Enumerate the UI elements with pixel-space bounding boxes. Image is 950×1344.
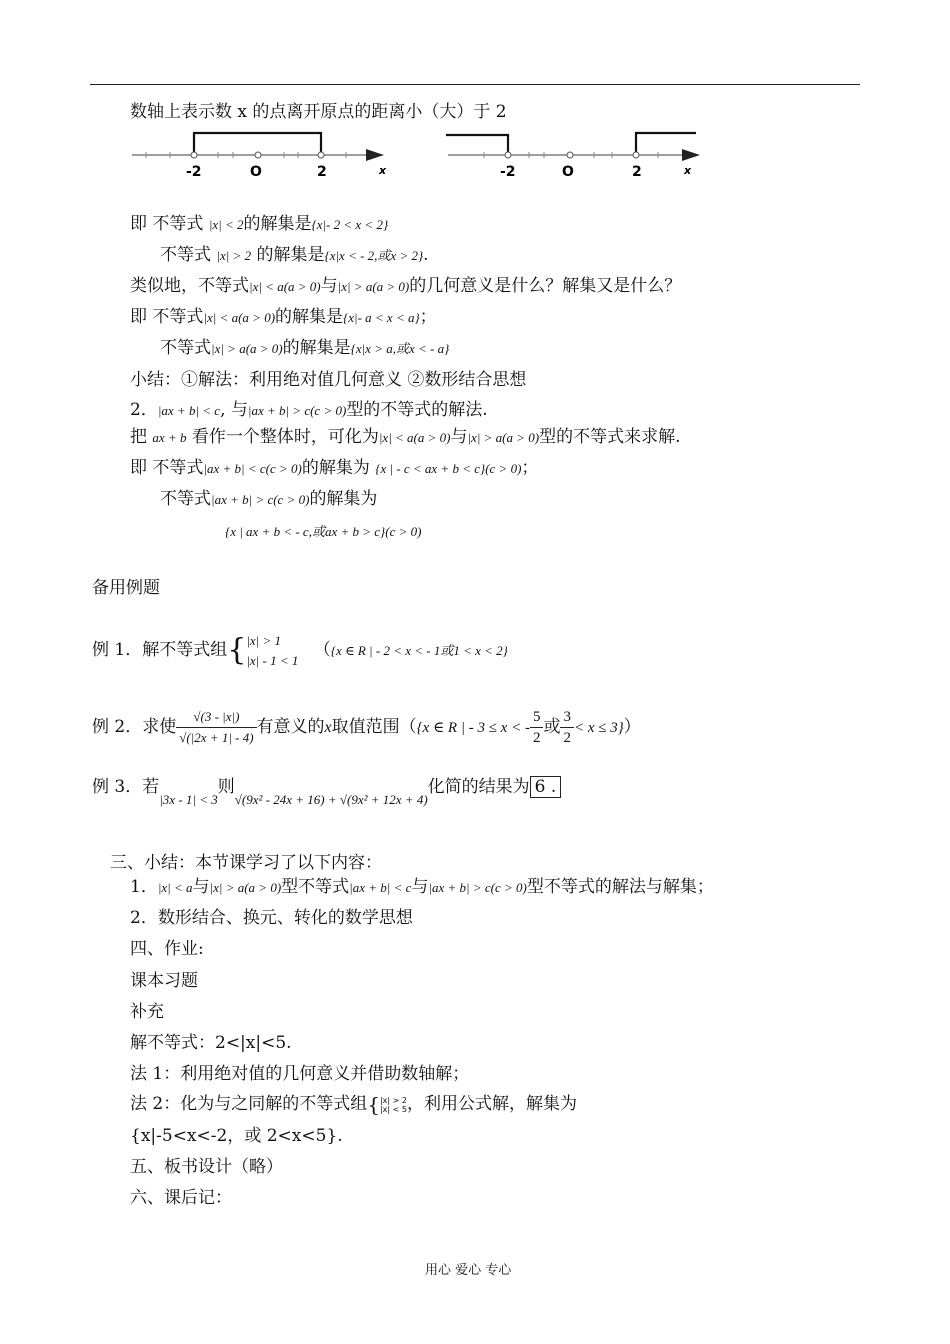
- method-1: 法 1：利用绝对值的几何意义并借助数轴解；: [130, 1064, 470, 1084]
- spare-examples-heading: 备用例题: [92, 578, 160, 598]
- line-7: 2．|ax + b| < c, 与|ax + b| > c(c > 0)型的不等式的解法.: [130, 400, 488, 420]
- top-rule: [90, 84, 860, 85]
- section-4-heading: 四、作业:: [130, 939, 204, 959]
- method-2: 法 2：化为与之同解的不等式组{ |x| > 2 |x| < 5 ，利用公式解，解集为: [130, 1092, 577, 1117]
- nl2-axis-label: x: [684, 164, 692, 177]
- line-3: 类似地，不等式|x| < a(a > 0)与|x| > a(a > 0)的几何意义是什么？解集又是什么？: [130, 276, 682, 296]
- section-6-heading: 六、课后记：: [130, 1188, 232, 1208]
- heading: 数轴上表示数 x 的点离开原点的距离小（大）于 2: [130, 102, 507, 122]
- line-11: {x | ax + b < - c,或ax + b > c}(c > 0): [225, 524, 422, 539]
- nl2-tick-neg2: -2: [500, 164, 516, 180]
- nl1-axis-label: x: [379, 164, 387, 177]
- line-5: 不等式|x| > a(a > 0)的解集是{x|x > a,或x < - a}: [160, 338, 450, 358]
- line-8: 把 ax + b 看作一个整体时，可化为|x| < a(a > 0)与|x| > a(a > 0)型的不等式来求解.: [130, 427, 681, 447]
- section-3-item-1: 1．|x| < a与|x| > a(a > 0)型不等式|ax + b| < c与|ax + b| > c(c > 0)型不等式的解法与解集；: [130, 877, 714, 897]
- answer-box: 6 .: [530, 776, 562, 798]
- nl2-tick-2: 2: [632, 164, 642, 180]
- nl1-tick-neg2: -2: [186, 164, 202, 180]
- line-10: 不等式|ax + b| > c(c > 0)的解集为: [160, 489, 378, 509]
- line-4: 即 不等式|x| < a(a > 0)的解集是{x|- a < x < a}；: [130, 307, 437, 327]
- line-1: 即 不等式 |x| < 2的解集是{x|- 2 < x < 2}: [130, 214, 389, 234]
- nl1-tick-2: 2: [317, 164, 327, 180]
- page-footer: 用心 爱心 专心: [425, 1263, 512, 1278]
- number-line-2: [444, 128, 714, 180]
- method-2-solution: {x|-5<x<-2，或 2<x<5}.: [130, 1126, 343, 1146]
- line-2: 不等式 |x| > 2 的解集是{x|x < - 2,或x > 2}.: [160, 245, 429, 265]
- example-1: 例 1．解不等式组{ |x| > 1 |x| - 1 < 1 （{x ∈ R | - 2 < x < - 1或1 < x < 2}: [92, 632, 508, 668]
- nl2-tick-origin: O: [562, 164, 574, 180]
- homework-textbook: 课本习题: [130, 971, 198, 991]
- number-line-1: [128, 128, 398, 180]
- homework-problem: 解不等式：2<|x|<5.: [130, 1033, 292, 1053]
- example-2: 例 2．求使 $\frac{√(3 - |x|)}{√(|2x + 1| - 4)}$ 有意义的x取值范围（{x ∈ R | - 3 ≤ x < - $\frac{5}{2}$ 或 $\frac{3}{2}$ < x ≤ 3}）: [92, 709, 641, 746]
- section-5-heading: 五、板书设计（略）: [130, 1157, 283, 1177]
- section-3-heading: 三、小结：本节课学习了以下内容：: [110, 853, 382, 873]
- example-3: 例 3．若$_{|3x - 1| < 3}$则$_{√(9x^2 - 24x + 16) + √(9x^2 + 12x + 4)}$化简的结果为 6 .: [92, 776, 561, 799]
- homework-supplement: 补充: [130, 1002, 164, 1022]
- line-9: 即 不等式|ax + b| < c(c > 0)的解集为 {x | - c < ax + b < c}(c > 0)；: [130, 458, 539, 478]
- section-3-item-2: 2．数形结合、换元、转化的数学思想: [130, 908, 413, 928]
- nl1-tick-origin: O: [250, 164, 262, 180]
- summary-line: 小结：①解法：利用绝对值几何意义 ②数形结合思想: [130, 370, 527, 390]
